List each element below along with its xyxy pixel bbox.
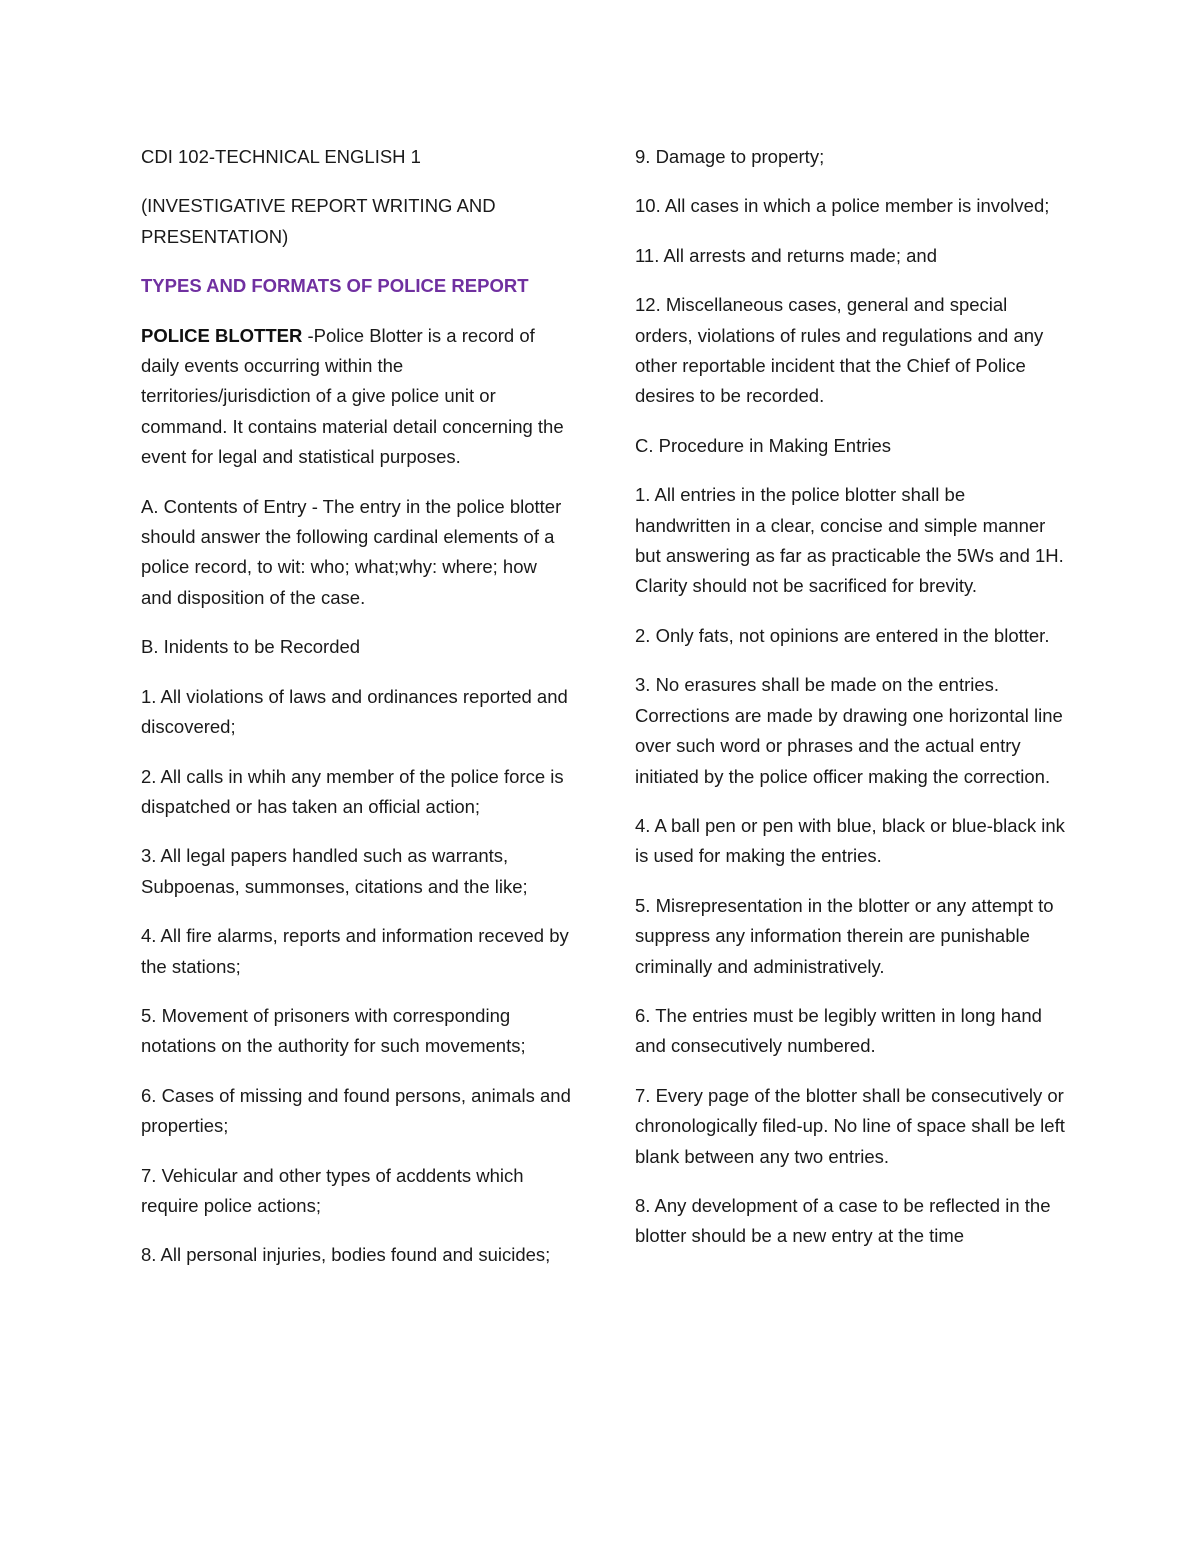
procedure-item: 2. Only fats, not opinions are entered in the blotter.	[635, 624, 1050, 646]
section-heading: TYPES AND FORMATS OF POLICE REPORT	[141, 275, 529, 297]
police-blotter-definition: -Police Blotter is a record of daily events occurring within the territories/jurisdiction of a give police unit or command. It contains material detail concerning the event for legal and statistical purposes.	[141, 324, 564, 468]
course-title: CDI 102-TECHNICAL ENGLISH 1	[141, 146, 421, 167]
incident-item: 6. Cases of missing and found persons, animals and properties;	[141, 1084, 571, 1137]
incident-item: 11. All arrests and returns made; and	[635, 244, 937, 266]
incident-item: 12. Miscellaneous cases, general and special orders, violations of rules and regulations and any other reportable incident that the Chief of Police desires to be recorded.	[635, 294, 1044, 407]
incident-item: 7. Vehicular and other types of acddents which require police actions;	[141, 1164, 524, 1216]
contents-of-entry: A. Contents of Entry - The entry in the police blotter should answer the following cardinal elements of a police record, to wit: who; what;why: where; how and disposition of the case.	[141, 495, 562, 608]
police-blotter-paragraph	[141, 321, 571, 473]
police-blotter-label: POLICE BLOTTER	[141, 324, 303, 346]
incidents-heading: B. Inidents to be Recorded	[141, 636, 361, 658]
procedure-item: 3. No erasures shall be made on the entries. Corrections are made by drawing one horizontal line over such word or phrases and the actual entry initiated by the police officer making the correction.	[635, 674, 1063, 787]
incident-item: 2. All calls in whih any member of the police force is dispatched or has taken an official action;	[141, 765, 564, 817]
incident-item: 4. All fire alarms, reports and information receved by the stations;	[141, 925, 569, 977]
procedure-item: 6. The entries must be legibly written in long hand and consecutively numbered.	[635, 1004, 1042, 1057]
course-subtitle: (INVESTIGATIVE REPORT WRITING AND PRESENTATION)	[141, 195, 496, 247]
procedure-item: 8. Any development of a case to be reflected in the blotter should be a new entry at the time	[635, 1194, 1051, 1247]
procedure-item: 1. All entries in the police blotter shall be handwritten in a clear, concise and simple manner but answering as far as practicable the 5Ws and 1H. Clarity should not be sacrificed for brevity.	[635, 484, 1064, 597]
incident-item: 8. All personal injuries, bodies found and suicides;	[141, 1244, 551, 1266]
incident-item: 9. Damage to property;	[635, 146, 825, 167]
incident-item: 5. Movement of prisoners with corresponding notations on the authority for such movements;	[141, 1004, 526, 1057]
incident-item: 10. All cases in which a police member is involved;	[635, 195, 1050, 217]
incident-item: 1. All violations of laws and ordinances reported and discovered;	[141, 685, 568, 738]
procedure-heading: C. Procedure in Making Entries	[635, 434, 892, 456]
procedure-item: 7. Every page of the blotter shall be consecutively or chronologically filed-up. No line of space shall be left blank between any two entries.	[635, 1084, 1065, 1167]
incident-item: 3. All legal papers handled such as warrants, Subpoenas, summonses, citations and the like;	[141, 845, 528, 897]
procedure-item: 4. A ball pen or pen with blue, black or blue-black ink is used for making the entries.	[635, 814, 1065, 867]
right-column	[635, 142, 1065, 1271]
procedure-item: 5. Misrepresentation in the blotter or any attempt to suppress any information therein are punishable criminally and administratively.	[635, 894, 1054, 977]
left-column	[141, 142, 571, 1290]
